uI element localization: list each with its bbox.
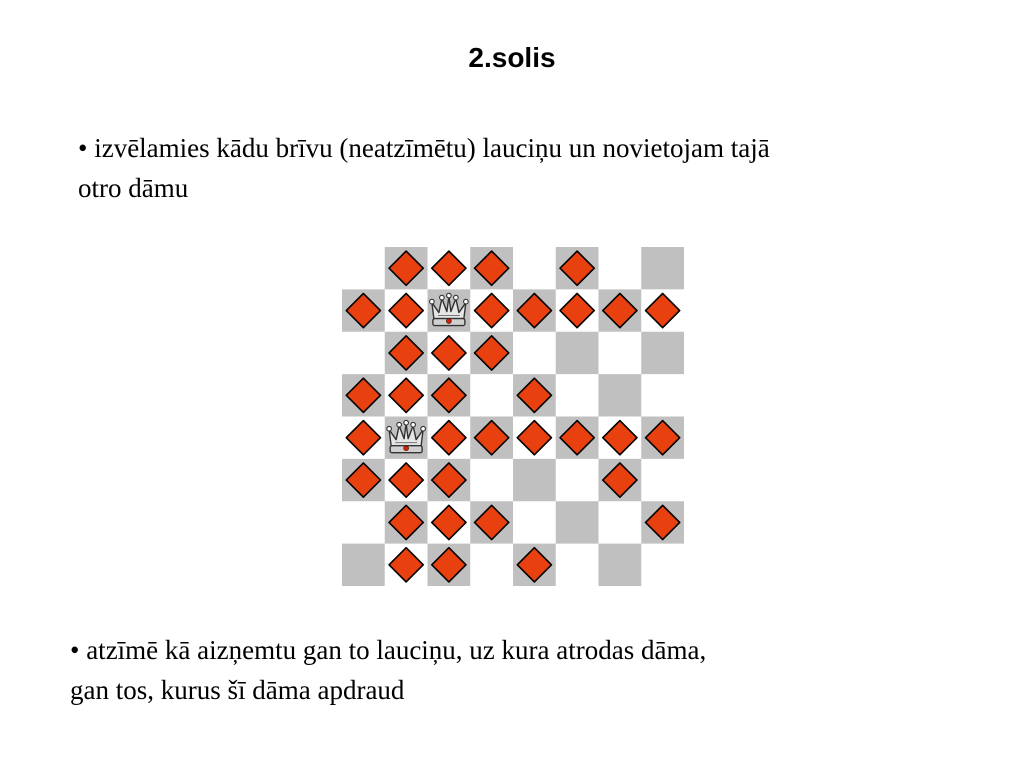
board-square (599, 374, 642, 417)
bullet-1-text-line-1: izvēlamies kādu brīvu (neatzīmētu) lauciņu un novietojam tajā (94, 133, 770, 163)
bullet-paragraph-1 (78, 128, 978, 208)
board-square (599, 544, 642, 586)
board-square (513, 332, 556, 375)
board-square (470, 544, 513, 586)
board-square (513, 459, 556, 502)
slide-title: 2.solis (468, 42, 556, 73)
board-square (513, 501, 556, 544)
board-square (641, 544, 684, 586)
board-square (556, 332, 599, 375)
bullet-paragraph-2 (70, 630, 970, 710)
board-square (599, 501, 642, 544)
bullet-1-line-1 (78, 128, 978, 168)
board-square (641, 247, 684, 290)
board-square (556, 501, 599, 544)
bullet-1-line-2: otro dāmu (78, 173, 189, 203)
board-square (470, 459, 513, 502)
board-square (470, 374, 513, 417)
board-square (599, 247, 642, 290)
board-square (641, 374, 684, 417)
bullet-2-line-1 (70, 630, 970, 670)
board-square (342, 332, 385, 375)
board-square (556, 459, 599, 502)
board-square (342, 501, 385, 544)
board-square (342, 544, 385, 586)
board-square (641, 459, 684, 502)
board-square (641, 332, 684, 375)
board-square (513, 247, 556, 290)
board-square (556, 544, 599, 586)
bullet-2-line-2: gan tos, kurus šī dāma apdraud (70, 675, 405, 705)
bullet-symbol-2: • (70, 635, 80, 665)
board-square (342, 247, 385, 290)
board-square (556, 374, 599, 417)
board-square (599, 332, 642, 375)
chess-board (342, 247, 684, 586)
bullet-2-text-line-1: atzīmē kā aizņemtu gan to lauciņu, uz kura atrodas dāma, (86, 635, 707, 665)
bullet-symbol-1: • (78, 133, 88, 163)
